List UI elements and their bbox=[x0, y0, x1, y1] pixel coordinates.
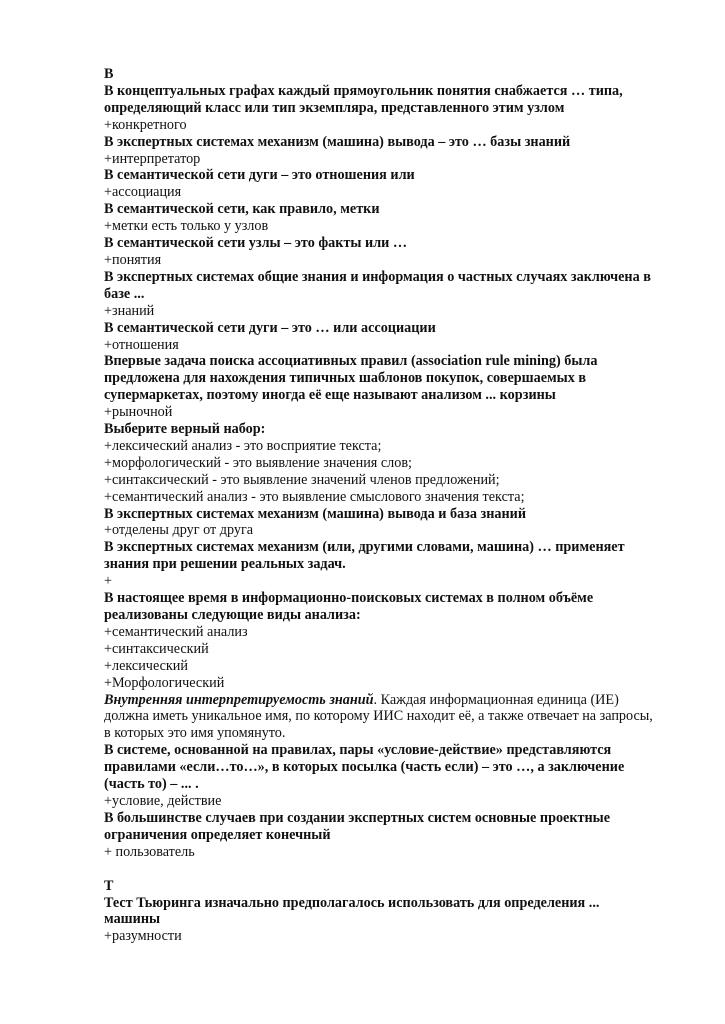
question-text: Выберите верный набор: bbox=[104, 421, 266, 438]
definition-term: Внутренняя интерпретируемость знаний bbox=[104, 691, 374, 708]
answer-text: +метки есть только у узлов bbox=[104, 218, 269, 235]
answer-text: +семантический анализ bbox=[104, 623, 248, 640]
answer-text: + bbox=[104, 573, 113, 590]
definition-text: в которых это имя упомянуто. bbox=[104, 725, 286, 742]
answer-text: +рыночной bbox=[104, 404, 173, 421]
answer-text: +знаний bbox=[104, 302, 155, 319]
answer-text: +понятия bbox=[104, 251, 162, 268]
question-text: В системе, основанной на правилах, пары «условие-действие» представляются bbox=[104, 742, 612, 759]
answer-text: + пользователь bbox=[104, 843, 195, 860]
definition-text: должна иметь уникальное имя, по которому ИИС находит её, а также отвечает на запросы, bbox=[104, 708, 653, 725]
section-gap bbox=[104, 861, 685, 878]
question-text: В большинстве случаев при создании экспертных систем основные проектные bbox=[104, 809, 611, 826]
question-text: В экспертных системах механизм (или, другими словами, машина) … применяет bbox=[104, 539, 625, 556]
answer-text: +семантический анализ - это выявление смыслового значения текста; bbox=[104, 488, 525, 505]
answer-text: +лексический анализ - это восприятие текста; bbox=[104, 437, 382, 454]
question-text: реализованы следующие виды анализа: bbox=[104, 607, 361, 623]
question-text: В семантической сети дуги – это отношения или bbox=[104, 167, 415, 184]
question-text: В семантической сети узлы – это факты или … bbox=[104, 235, 408, 252]
section-letter: Т bbox=[104, 877, 114, 894]
answer-text: +разумности bbox=[104, 928, 182, 945]
question-text: правилами «если…то…», в которых посылка (часть если) – это …, а заключение bbox=[104, 759, 625, 776]
question-text: машины bbox=[104, 911, 161, 928]
answer-text: +отделены друг от друга bbox=[104, 522, 254, 539]
question-text: В экспертных системах механизм (машина) вывода и база знаний bbox=[104, 505, 526, 522]
question-text: В концептуальных графах каждый прямоугольник понятия снабжается … типа, bbox=[104, 82, 623, 99]
answer-text: +синтаксический - это выявление значений членов предложений; bbox=[104, 471, 500, 488]
answer-text: +отношения bbox=[104, 336, 179, 353]
question-text: Впервые задача поиска ассоциативных правил (association rule mining) была bbox=[104, 353, 598, 370]
answer-text: +морфологический - это выявление значения слов; bbox=[104, 454, 412, 471]
question-text: Тест Тьюринга изначально предполагалось использовать для определения ... bbox=[104, 894, 600, 911]
answer-text: +синтаксический bbox=[104, 640, 209, 657]
definition-text: . Каждая информационная единица (ИЕ) bbox=[373, 691, 619, 708]
question-text: определяющий класс или тип экземпляра, представленного этим узлом bbox=[104, 99, 565, 116]
question-text: В экспертных системах общие знания и информация о частных случаях заключена в bbox=[104, 268, 651, 285]
question-text: (часть то) – ... . bbox=[104, 776, 199, 793]
question-text: предложена для нахождения типичных шаблонов покупок, совершаемых в bbox=[104, 370, 587, 387]
answer-text: +условие, действие bbox=[104, 792, 222, 809]
definition-line bbox=[104, 692, 685, 709]
question-text: В настоящее время в информационно-поисковых системах в полном объёме bbox=[104, 590, 594, 607]
answer-text: +лексический bbox=[104, 657, 188, 674]
question-text: ограничения определяет конечный bbox=[104, 826, 331, 843]
question-text: супермаркетах, поэтому иногда её еще называют анализом ... корзины bbox=[104, 387, 556, 404]
question-text: В семантической сети, как правило, метки bbox=[104, 201, 380, 218]
answer-text: +интерпретатор bbox=[104, 150, 201, 167]
answer-text: +Морфологический bbox=[104, 674, 225, 691]
answer-text: +ассоциация bbox=[104, 184, 182, 201]
section-letter: В bbox=[104, 66, 114, 82]
answer-text: +конкретного bbox=[104, 116, 187, 133]
question-text: базе ... bbox=[104, 285, 145, 302]
question-text: В семантической сети дуги – это … или ассоциации bbox=[104, 319, 436, 336]
question-text: знания при решении реальных задач. bbox=[104, 556, 346, 573]
question-text: В экспертных системах механизм (машина) вывода – это … базы знаний bbox=[104, 133, 571, 150]
